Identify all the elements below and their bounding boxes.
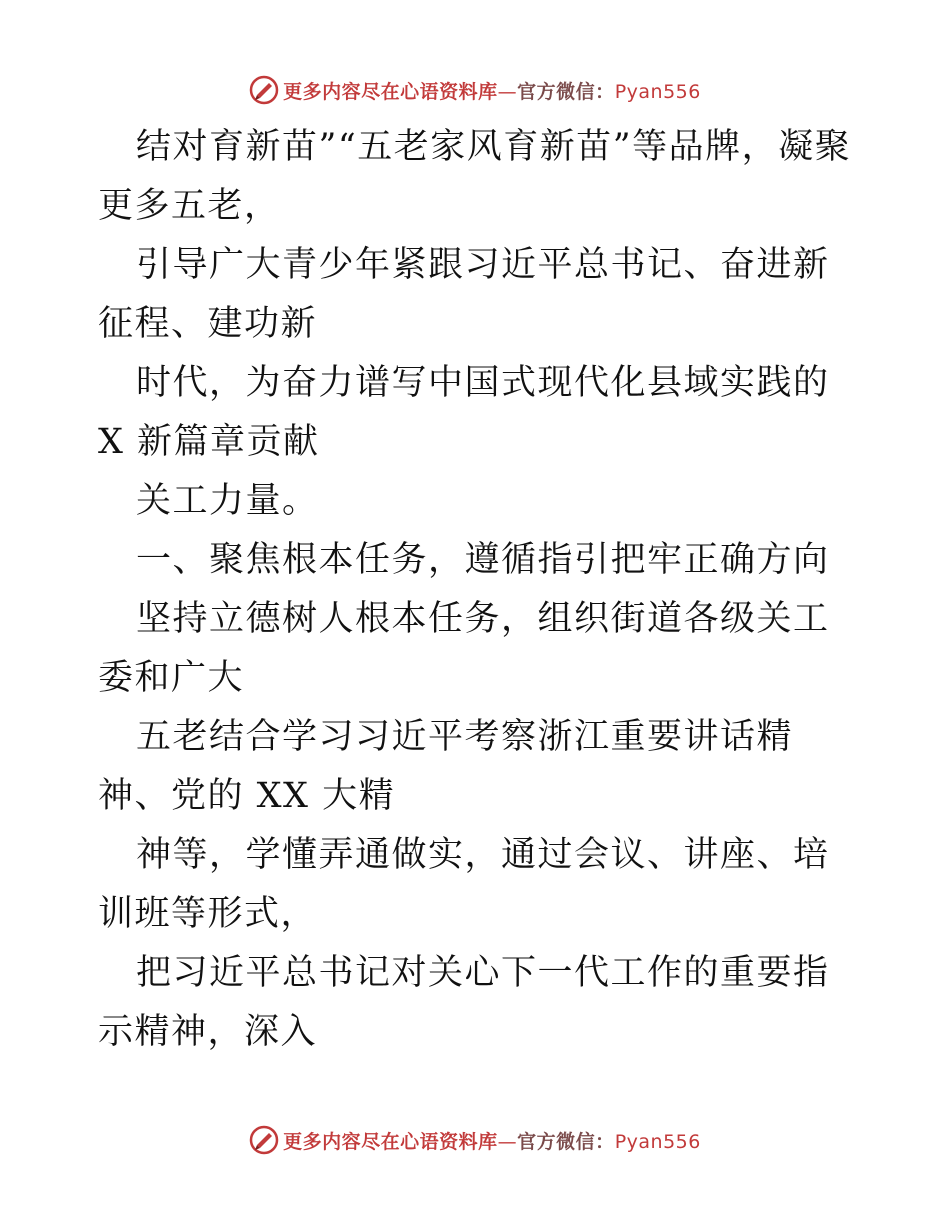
banner-brand: 更多内容尽在心语资料库: [283, 1130, 498, 1153]
banner-brand: 更多内容尽在心语资料库: [283, 80, 498, 103]
banner-wechat-id: Pyan556: [614, 80, 701, 103]
banner-dash: —: [497, 80, 518, 103]
banner-wechat-label: 官方微信：: [517, 1130, 615, 1153]
footer-watermark-banner: [0, 1120, 950, 1160]
paragraph-6: 坚持立德树人根本任务，组织街道各级关工委和广大: [98, 599, 830, 698]
banner-wechat-label: 官方微信：: [517, 80, 615, 103]
pen-logo-icon: [249, 75, 279, 105]
header-watermark-banner: [0, 70, 950, 110]
paragraph-2: 引导广大青少年紧跟习近平总书记、奋进新征程、建功新: [98, 245, 830, 344]
section-heading: 一、聚焦根本任务，遵循指引把牢正确方向: [136, 540, 830, 580]
banner-text: [283, 1127, 701, 1154]
paragraph-9: 把习近平总书记对关心下一代工作的重要指示精神，深入: [98, 953, 830, 1052]
paragraph-4: 关工力量。: [136, 481, 319, 521]
pen-logo-icon: [249, 1125, 279, 1155]
banner-text: [283, 77, 701, 104]
banner-dash: —: [497, 1130, 518, 1153]
paragraph-8: 神等，学懂弄通做实，通过会议、讲座、培训班等形式，: [98, 835, 830, 934]
paragraph-3: 时代，为奋力谱写中国式现代化县域实践的 X 新篇章贡献: [98, 363, 830, 462]
paragraph-7: 五老结合学习习近平考察浙江重要讲话精神、党的 XX 大精: [98, 717, 794, 816]
banner-wechat-id: Pyan556: [614, 1130, 701, 1153]
document-body: [98, 118, 858, 1062]
paragraph-1: 结对育新苗”“五老家风育新苗”等品牌，凝聚更多五老，: [98, 127, 852, 226]
